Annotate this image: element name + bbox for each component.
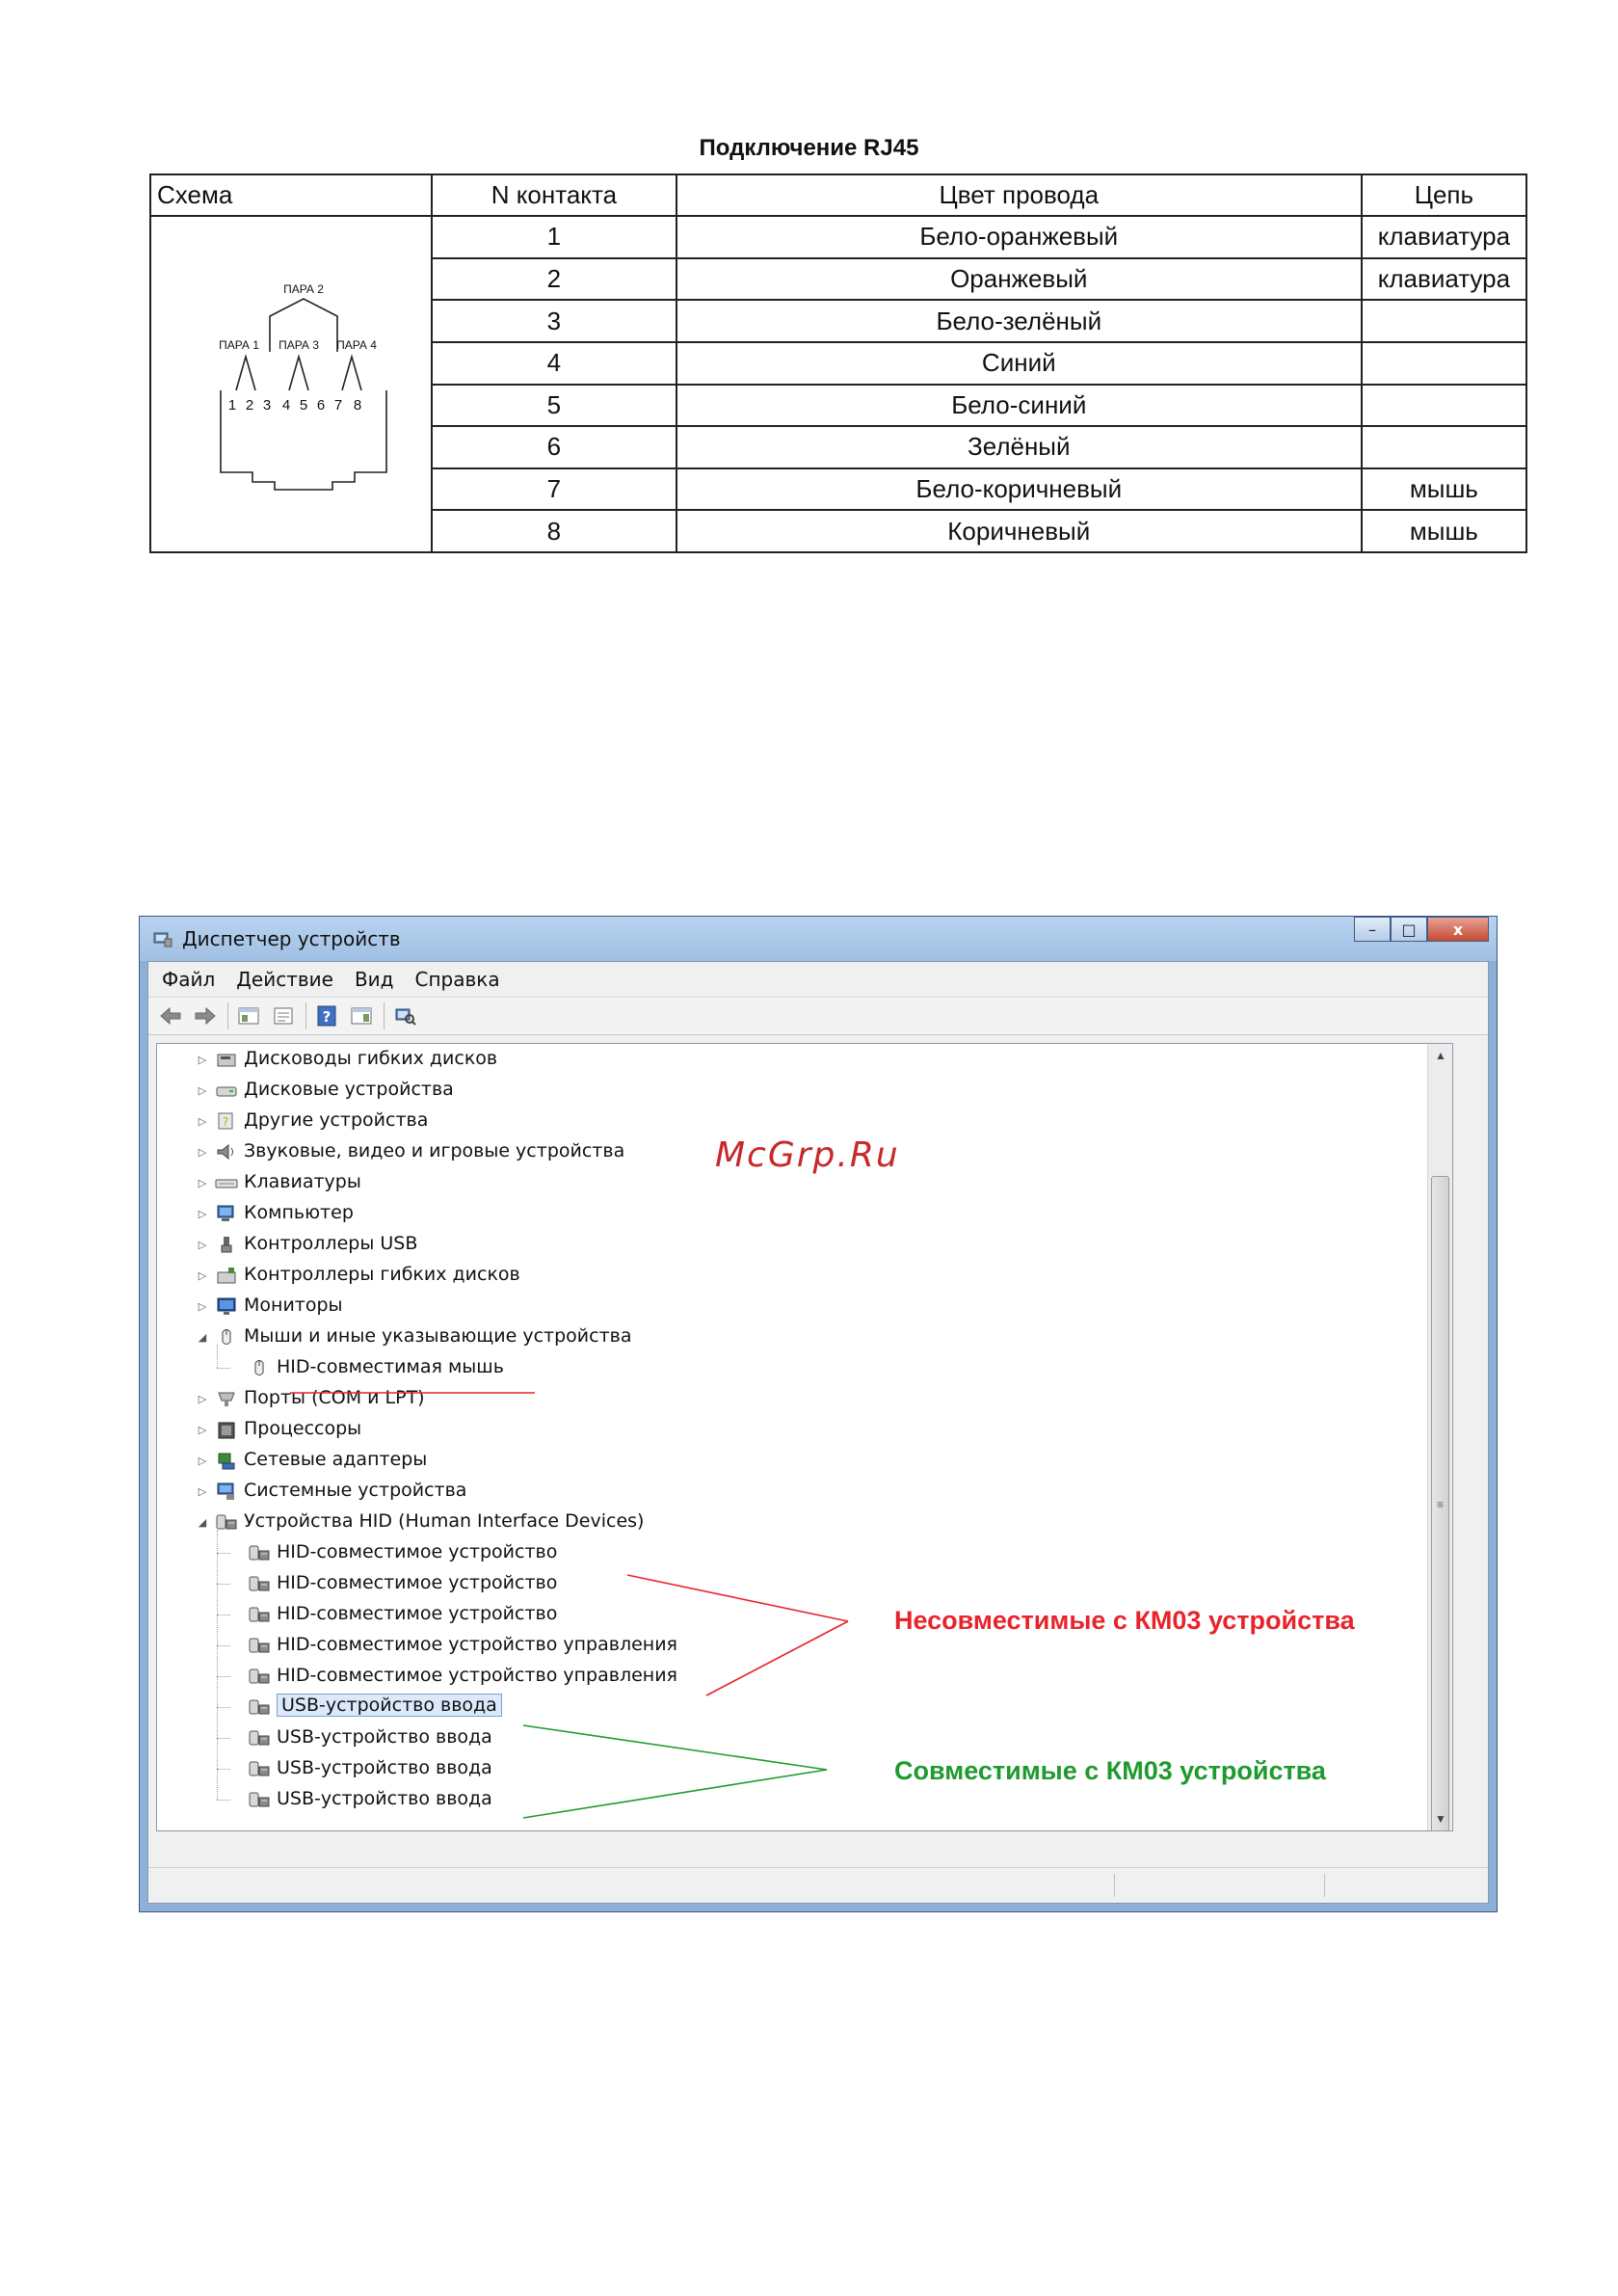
- disk-drive-icon: [215, 1080, 238, 1101]
- wire-color-cell: Бело-оранжевый: [676, 216, 1362, 258]
- circuit-cell: [1362, 426, 1526, 468]
- expand-arrow-icon[interactable]: ▷: [198, 1115, 207, 1128]
- pin-label: 5: [299, 397, 308, 414]
- header-contact-number: N контакта: [432, 174, 676, 216]
- help-icon[interactable]: [312, 1001, 341, 1030]
- usb-controller-icon: [215, 1234, 238, 1255]
- pin-label: 7: [333, 397, 343, 414]
- pair3-label: ПАРА 3: [279, 338, 319, 352]
- svg-text:?: ?: [322, 1008, 332, 1026]
- tree-item-label: Дисковые устройства: [244, 1079, 454, 1100]
- tree-item-label: Процессоры: [244, 1418, 362, 1439]
- caption-buttons: [1354, 917, 1489, 946]
- hid-device-icon: [248, 1666, 271, 1687]
- tree-connector: [217, 1645, 230, 1646]
- expand-arrow-icon[interactable]: ▷: [198, 1177, 207, 1189]
- wire-color-cell: Синий: [676, 342, 1362, 385]
- hid-device-icon: [248, 1635, 271, 1656]
- tree-item-label: HID-совместимое устройство: [277, 1603, 558, 1624]
- expand-arrow-icon[interactable]: ▷: [198, 1239, 207, 1251]
- status-separator: [1324, 1874, 1325, 1897]
- circuit-cell: мышь: [1362, 468, 1526, 511]
- tree-item-label: Компьютер: [244, 1202, 354, 1223]
- mouse-icon: [248, 1357, 271, 1378]
- tree-item-label: USB-устройство ввода: [277, 1694, 502, 1717]
- unknown-device-icon: [215, 1110, 238, 1132]
- mouse-icon: [215, 1326, 238, 1348]
- tree-category[interactable]: [157, 1291, 1410, 1322]
- rj45-title: Подключение RJ45: [699, 135, 919, 161]
- contact-number-cell: 5: [432, 385, 676, 427]
- pair1-label: ПАРА 1: [219, 338, 259, 352]
- menu-bar: [148, 962, 1488, 997]
- tree-category[interactable]: [157, 1445, 1410, 1476]
- tree-item-label: Сетевые адаптеры: [244, 1449, 428, 1470]
- tree-item-label: HID-совместимое устройство: [277, 1572, 558, 1593]
- expand-arrow-icon[interactable]: ▷: [198, 1393, 207, 1405]
- expand-arrow-icon[interactable]: ▷: [198, 1269, 207, 1282]
- tree-device[interactable]: [157, 1692, 1410, 1722]
- pin-label: 3: [262, 397, 272, 414]
- title-bar[interactable]: [140, 917, 1497, 961]
- tree-device[interactable]: [157, 1784, 1410, 1815]
- properties-icon[interactable]: [269, 1001, 298, 1030]
- expand-arrow-icon[interactable]: ▷: [198, 1485, 207, 1498]
- collapse-arrow-icon[interactable]: ◢: [198, 1516, 207, 1529]
- floppy-drive-icon: [215, 1049, 238, 1070]
- header-circuit: Цепь: [1362, 174, 1526, 216]
- tree-connector: [217, 1800, 230, 1801]
- contact-number-cell: 6: [432, 426, 676, 468]
- tree-category[interactable]: [157, 1414, 1410, 1445]
- tree-item-label: Мыши и иные указывающие устройства: [244, 1325, 632, 1347]
- pin-label: 8: [353, 397, 362, 414]
- tree-item-label: Порты (COM и LPT): [244, 1387, 425, 1408]
- hid-device-icon: [248, 1573, 271, 1594]
- system-device-icon: [215, 1481, 238, 1502]
- pin-label: 2: [245, 397, 254, 414]
- tree-item-label: HID-совместимая мышь: [277, 1356, 504, 1377]
- hid-device-icon: [248, 1789, 271, 1810]
- toolbar-separator: [305, 1002, 306, 1029]
- watermark: McGrp.Ru: [715, 1135, 900, 1175]
- monitor-icon: [215, 1295, 238, 1317]
- tree-device[interactable]: [157, 1722, 1410, 1753]
- toolbar-separator: [227, 1002, 228, 1029]
- pair3-peak: [289, 357, 308, 390]
- incompatible-annotation: Несовместимые с КМ03 устройства: [894, 1606, 1355, 1635]
- tree-connector: [217, 1707, 230, 1708]
- tree-category[interactable]: [157, 1507, 1410, 1537]
- tree-device[interactable]: [157, 1661, 1410, 1692]
- contact-number-cell: 8: [432, 510, 676, 552]
- tree-category[interactable]: [157, 1383, 1410, 1414]
- hid-device-icon: [248, 1696, 271, 1718]
- network-adapter-icon: [215, 1450, 238, 1471]
- minimize-button[interactable]: –: [1354, 917, 1391, 942]
- tree-category[interactable]: [157, 1322, 1410, 1352]
- hid-device-icon: [248, 1727, 271, 1749]
- processor-icon: [215, 1419, 238, 1440]
- back-arrow-icon[interactable]: [156, 1001, 185, 1030]
- pin-label: 4: [281, 397, 291, 414]
- circuit-cell: мышь: [1362, 510, 1526, 552]
- wire-color-cell: Коричневый: [676, 510, 1362, 552]
- rj45-pinout-diagram: [150, 216, 432, 552]
- tree-item-label: HID-совместимое устройство: [277, 1541, 558, 1562]
- computer-icon: [215, 1203, 238, 1224]
- forward-arrow-icon[interactable]: [191, 1001, 220, 1030]
- expand-arrow-icon[interactable]: ▷: [198, 1146, 207, 1159]
- port-icon: [215, 1388, 238, 1409]
- tree-device[interactable]: [157, 1568, 1410, 1599]
- scan-hardware-icon[interactable]: [390, 1001, 419, 1030]
- circuit-cell: [1362, 300, 1526, 342]
- svg-text:?: ?: [222, 1115, 229, 1129]
- tree-category[interactable]: [157, 1044, 1410, 1075]
- tree-category[interactable]: [157, 1229, 1410, 1260]
- tree-item-label: Устройства HID (Human Interface Devices): [244, 1510, 645, 1532]
- expand-arrow-icon[interactable]: ▷: [198, 1300, 207, 1313]
- expand-arrow-icon[interactable]: ▷: [198, 1208, 207, 1220]
- status-bar: [148, 1867, 1488, 1903]
- wire-color-cell: Оранжевый: [676, 258, 1362, 301]
- menu-file[interactable]: Файл: [162, 968, 216, 991]
- tree-item-label: Звуковые, видео и игровые устройства: [244, 1140, 625, 1161]
- tree-connector: [217, 1738, 230, 1739]
- tree-connector: [217, 1530, 218, 1800]
- wire-color-cell: Бело-синий: [676, 385, 1362, 427]
- tree-category[interactable]: [157, 1476, 1410, 1507]
- wire-color-cell: Бело-зелёный: [676, 300, 1362, 342]
- header-scheme: Схема: [150, 174, 432, 216]
- wire-color-cell: Бело-коричневый: [676, 468, 1362, 511]
- tree-item-label: USB-устройство ввода: [277, 1788, 492, 1809]
- circuit-cell: клавиатура: [1362, 216, 1526, 258]
- tree-category[interactable]: [157, 1106, 1410, 1136]
- wire-color-cell: Зелёный: [676, 426, 1362, 468]
- contact-number-cell: 4: [432, 342, 676, 385]
- header-wire-color: Цвет провода: [676, 174, 1362, 216]
- compatible-annotation: Совместимые с КМ03 устройства: [894, 1756, 1326, 1785]
- floppy-controller-icon: [215, 1265, 238, 1286]
- tree-category[interactable]: [157, 1260, 1410, 1291]
- keyboard-icon: [215, 1172, 238, 1193]
- circuit-cell: [1362, 342, 1526, 385]
- expand-arrow-icon[interactable]: ▷: [198, 1424, 207, 1436]
- tree-connector: [217, 1553, 230, 1554]
- action-pane-icon[interactable]: [347, 1001, 376, 1030]
- tree-connector: [217, 1676, 230, 1677]
- table-row: [150, 216, 1526, 258]
- tree-item-label: Контроллеры USB: [244, 1233, 418, 1254]
- circuit-cell: клавиатура: [1362, 258, 1526, 301]
- tree-device[interactable]: [157, 1537, 1410, 1568]
- hid-device-icon: [248, 1542, 271, 1563]
- hid-device-icon: [248, 1758, 271, 1779]
- scroll-down-arrow-icon[interactable]: ▼: [1435, 1812, 1446, 1826]
- tree-item-label: Системные устройства: [244, 1480, 467, 1501]
- menu-view[interactable]: Вид: [354, 968, 394, 991]
- maximize-button[interactable]: □: [1391, 917, 1427, 942]
- tree-connector: [217, 1345, 218, 1368]
- contact-number-cell: 7: [432, 468, 676, 511]
- pin-label: 6: [316, 397, 326, 414]
- tree-item-label: Мониторы: [244, 1295, 343, 1316]
- pin-label: 1: [227, 397, 237, 414]
- expand-arrow-icon[interactable]: ▷: [198, 1084, 207, 1097]
- menu-help[interactable]: Справка: [414, 968, 500, 991]
- tree-category[interactable]: [157, 1198, 1410, 1229]
- device-manager-icon: [153, 930, 172, 948]
- tree-device[interactable]: [157, 1352, 1410, 1383]
- tree-item-label: Дисководы гибких дисков: [244, 1048, 498, 1069]
- pair4-peak: [342, 357, 361, 390]
- hid-device-icon: [215, 1511, 238, 1533]
- pair2-label: ПАРА 2: [283, 282, 324, 296]
- status-separator: [1114, 1874, 1115, 1897]
- rj45-table: [149, 174, 1527, 553]
- pair4-label: ПАРА 4: [336, 338, 377, 352]
- close-button[interactable]: x: [1427, 917, 1489, 942]
- table-header-row: [150, 174, 1526, 216]
- speaker-icon: [215, 1141, 238, 1162]
- collapse-arrow-icon[interactable]: ◢: [198, 1331, 207, 1344]
- rj45-pinout-svg: [151, 217, 431, 545]
- tree-connector: [217, 1368, 230, 1369]
- hid-device-icon: [248, 1604, 271, 1625]
- toolbar-separator: [384, 1002, 385, 1029]
- tree-item-label: USB-устройство ввода: [277, 1726, 492, 1748]
- window-title: Диспетчер устройств: [182, 927, 401, 950]
- contact-number-cell: 2: [432, 258, 676, 301]
- show-hide-console-tree-icon[interactable]: [234, 1001, 263, 1030]
- expand-arrow-icon[interactable]: ▷: [198, 1455, 207, 1467]
- tree-item-label: HID-совместимое устройство управления: [277, 1634, 677, 1655]
- vertical-scrollbar[interactable]: [1427, 1044, 1452, 1830]
- contact-number-cell: 3: [432, 300, 676, 342]
- expand-arrow-icon[interactable]: ▷: [198, 1054, 207, 1066]
- scroll-up-arrow-icon[interactable]: ▲: [1435, 1049, 1446, 1062]
- menu-action[interactable]: Действие: [236, 968, 333, 991]
- tree-category[interactable]: [157, 1075, 1410, 1106]
- contact-number-cell: 1: [432, 216, 676, 258]
- tree-item-label: USB-устройство ввода: [277, 1757, 492, 1778]
- circuit-cell: [1362, 385, 1526, 427]
- tree-connector: [217, 1769, 230, 1770]
- tree-item-label: Клавиатуры: [244, 1171, 361, 1192]
- tree-item-label: Другие устройства: [244, 1109, 429, 1131]
- tree-item-label: Контроллеры гибких дисков: [244, 1264, 520, 1285]
- tree-connector: [217, 1584, 230, 1585]
- pair1-peak: [236, 357, 255, 390]
- tree-item-label: HID-совместимое устройство управления: [277, 1665, 677, 1686]
- scroll-thumb[interactable]: ≡: [1431, 1176, 1449, 1831]
- toolbar: [148, 997, 1488, 1035]
